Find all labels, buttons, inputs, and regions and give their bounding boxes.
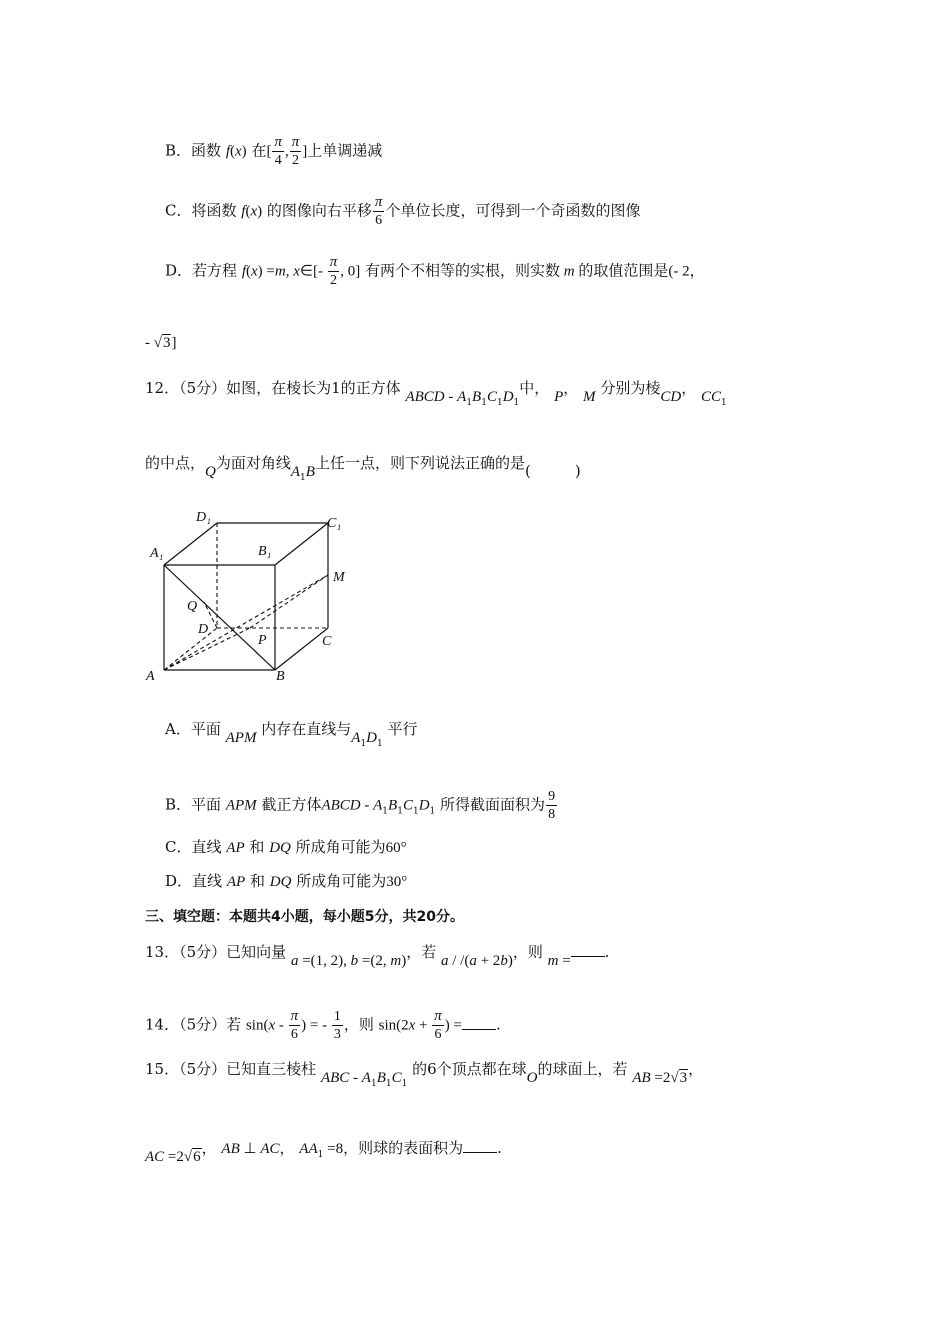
- q15: 15．（5分）已知直三棱柱 ABC - $A_1B_1C_1$ 的6个顶点都在球O的球面上，若 AB =2√3，: [145, 1060, 704, 1089]
- section-3-title: 三、填空题：本题共4小题，每小题5分，共20分。: [145, 909, 464, 925]
- q14: 14．（5分）若 sin(x - $\frac{\pi}{6}$ ) = - $\frac{1}{3}$ ，则 sin(2x + $\frac{\pi}{6}$ ) = .: [145, 1008, 501, 1042]
- label-q: Q: [187, 599, 198, 614]
- label-p: P: [258, 633, 267, 648]
- label-c1: C₁: [327, 516, 342, 531]
- label-d: D: [198, 622, 209, 637]
- q12-option-c: C．直线 AP 和 DQ 所成角可能为60°: [165, 838, 407, 856]
- q12-option-a: A．平面 APM 内存在直线与$A_1D_1$ 平行: [165, 720, 418, 749]
- label-b1: B₁: [258, 544, 272, 559]
- label-c: C: [322, 634, 332, 649]
- q11-option-b: B．函数 f(x) 在[ $\frac{\pi}{4}$ , $\frac{\pi}{2}$ ]上单调递减: [165, 134, 383, 168]
- q12-stem: 12．（5分）如图，在棱长为1的正方体 ABCD - $A_1B_1C_1D_1$中， P， M 分别为棱CD， $CC_1$: [145, 379, 727, 408]
- q13: 13．（5分）已知向量 a =(1, 2), b =(2, m)，若 a / /(a + 2b)，则 m = .: [145, 943, 610, 969]
- q11-option-c: C．将函数 f(x) 的图像向右平移 $\frac{\pi}{6}$ 个单位长度，可得到一个奇函数的图像: [165, 194, 641, 228]
- q12-option-d: D．直线 AP 和 DQ 所成角可能为30°: [165, 872, 408, 890]
- q11-option-d-cont: - √3]: [145, 335, 177, 351]
- label-b: B: [276, 669, 285, 684]
- cube-figure: [140, 505, 370, 685]
- label-a1: A₁: [150, 546, 164, 561]
- q15-cont: AC =2√6， AB ⊥ AC， $AA_1 =8$，则球的表面积为 .: [145, 1139, 502, 1165]
- q12-option-b: B．平面 APM 截正方体ABCD - $A_1B_1C_1D_1$ 所得截面面积为 $\frac{9}{8}$: [165, 789, 556, 822]
- q12-stem-cont: 的中点，Q为面对角线$A_1B$上任一点，则下列说法正确的是( ): [145, 454, 581, 483]
- q11-option-d: D．若方程 f(x) =m, x∈[- $\frac{\pi}{2}$ , 0] 有两个不相等的实根，则实数 m 的取值范围是(- 2，: [165, 254, 705, 288]
- label-d1: D₁: [196, 510, 211, 525]
- label-a: A: [146, 669, 155, 684]
- label-m: M: [333, 570, 345, 585]
